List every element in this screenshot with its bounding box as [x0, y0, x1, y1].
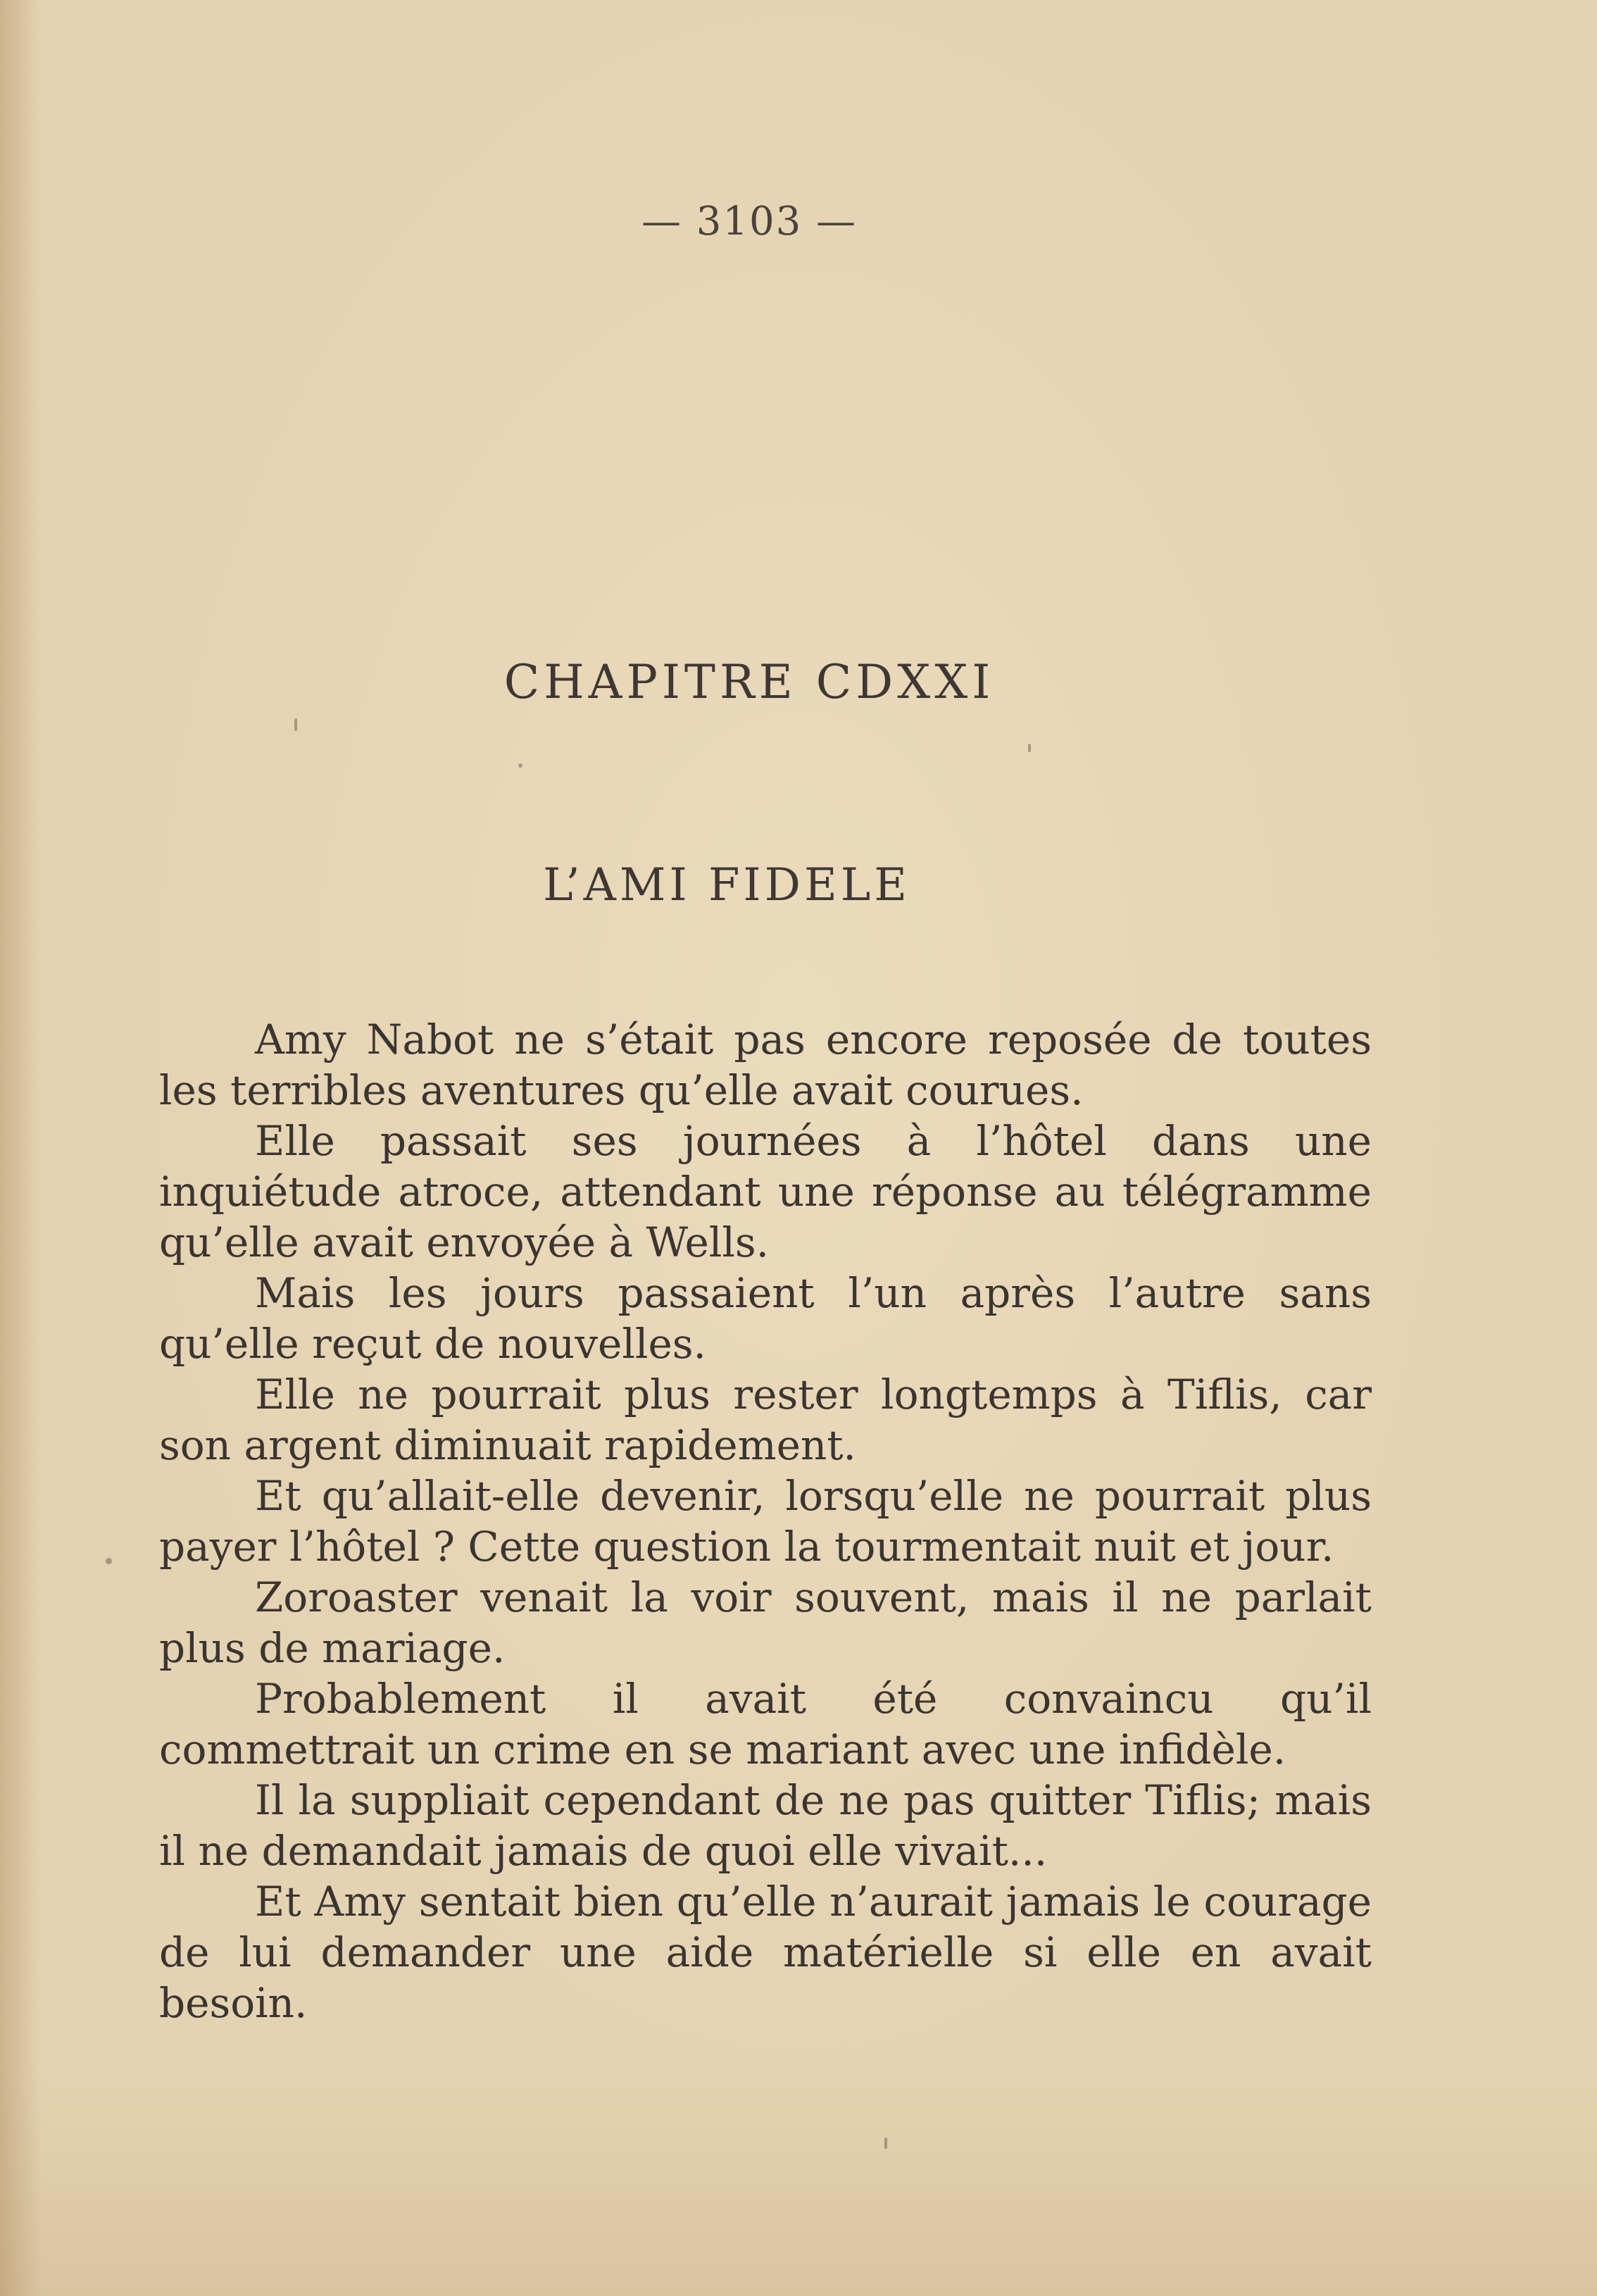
paper-speck [1028, 744, 1031, 752]
paper-speck [518, 763, 522, 768]
body-text [159, 1014, 1372, 2028]
paragraph: Et qu’allait-elle devenir, lorsqu’elle ne pourrait plus payer l’hôtel ? Cette question la tourmentait nuit et jour. [159, 1472, 1372, 1571]
paragraph: Elle passait ses journées à l’hôtel dans une inquiétude atroce, attendant une réponse au télégramme qu’elle avait envoyée à Wells. [159, 1117, 1372, 1266]
paragraph: Mais les jours passaient l’un après l’autre sans qu’elle reçut de nouvelles. [159, 1269, 1372, 1368]
paragraph: Probablement il avait été convaincu qu’il commettrait un crime en se mariant avec une infidèle. [159, 1675, 1372, 1773]
paragraph: Elle ne pourrait plus rester longtemps à Tiflis, car son argent diminuait rapidement. [159, 1371, 1372, 1469]
paper-speck [106, 1558, 112, 1564]
paper-speck [884, 2138, 887, 2149]
paragraph: Il la suppliait cependant de ne pas quitter Tiflis; mais il ne demandait jamais de quoi elle vivait... [159, 1776, 1372, 1875]
paragraph: Et Amy sentait bien qu’elle n’aurait jamais le courage de lui demander une aide matérielle si elle en avait besoin. [159, 1878, 1372, 2027]
paragraph: Zoroaster venait la voir souvent, mais il ne parlait plus de mariage. [159, 1573, 1372, 1672]
section-title: L’AMI FIDELE [543, 859, 910, 911]
paper-speck [294, 718, 297, 731]
chapter-title: CHAPITRE CDXXI [503, 655, 995, 709]
page-number: — 3103 — [641, 199, 858, 244]
paragraph: Amy Nabot ne s’était pas encore reposée de toutes les terribles aventures qu’elle avait courues. [159, 1016, 1372, 1114]
